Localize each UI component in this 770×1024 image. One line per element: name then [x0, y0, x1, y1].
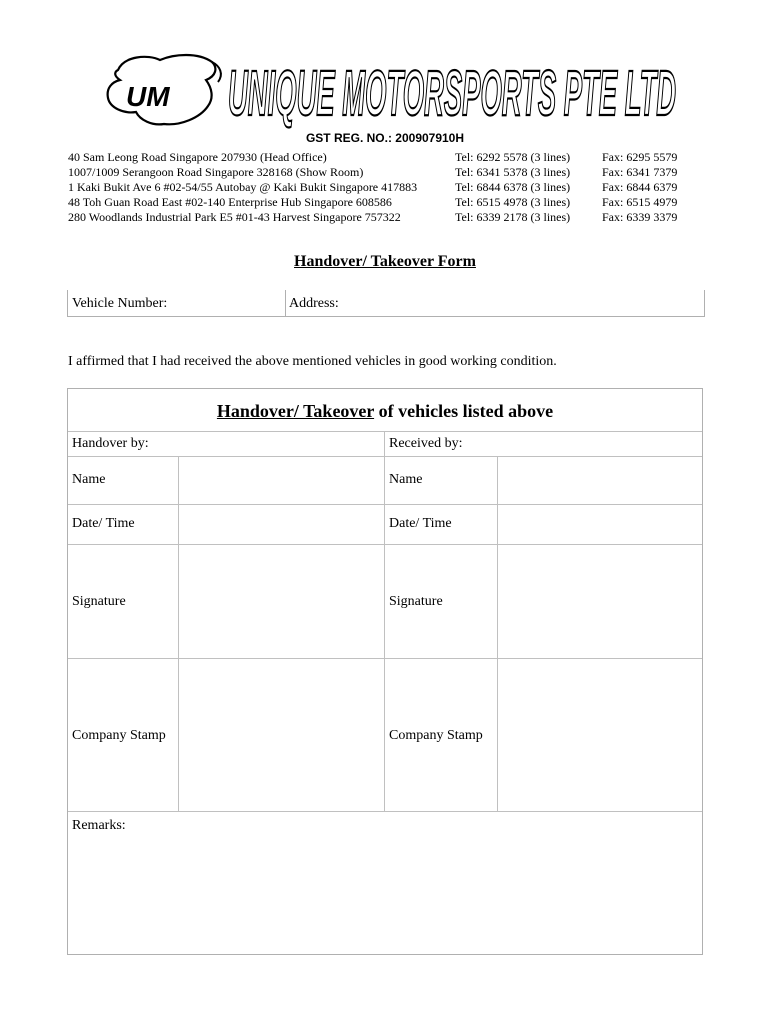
company-logo — [100, 42, 680, 142]
branch-tel: Tel: 6341 5378 (3 lines) — [455, 165, 571, 179]
address-field[interactable]: Address: — [289, 296, 339, 311]
handover-date-time-field[interactable] — [179, 505, 384, 544]
branch-address: 48 Toh Guan Road East #02-140 Enterprise Hub Singapore 608586 — [68, 195, 392, 209]
received-name-label: Name — [389, 472, 423, 487]
branch-tel: Tel: 6339 2178 (3 lines) — [455, 210, 571, 224]
vehicle-number-field[interactable]: Vehicle Number: — [72, 296, 168, 311]
branch-fax: Fax: 6339 3379 — [602, 210, 678, 224]
gst-registration: GST REG. NO.: 200907910H — [305, 131, 465, 145]
received-company-stamp-field[interactable] — [498, 659, 702, 811]
branch-tel: Tel: 6844 6378 (3 lines) — [455, 180, 571, 194]
branch-fax: Fax: 6295 5579 — [602, 150, 678, 164]
affirmation-statement: I affirmed that I had received the above mentioned vehicles in good working condition. — [68, 354, 557, 369]
handover-company-stamp-label: Company Stamp — [72, 728, 166, 743]
received-date-time-label: Date/ Time — [389, 516, 452, 531]
handover-company-stamp-field[interactable] — [179, 659, 384, 811]
table-title-rest: of vehicles listed above — [374, 401, 554, 421]
handover-signature-field[interactable] — [179, 545, 384, 658]
branch-address: 1007/1009 Serangoon Road Singapore 328168 (Show Room) — [68, 165, 364, 179]
remarks-label: Remarks: — [72, 818, 126, 833]
handover-by-label: Handover by: — [72, 436, 149, 451]
cell-divider — [285, 290, 286, 316]
form-title: Handover/ Takeover Form — [294, 253, 476, 270]
branch-fax: Fax: 6341 7379 — [602, 165, 678, 179]
branch-tel: Tel: 6292 5578 (3 lines) — [455, 150, 571, 164]
remarks-field[interactable] — [68, 812, 702, 954]
logo-initials: UM — [126, 81, 170, 112]
handover-name-field[interactable] — [179, 457, 384, 504]
branch-tel: Tel: 6515 4978 (3 lines) — [455, 195, 571, 209]
branch-address: 280 Woodlands Industrial Park E5 #01-43 Harvest Singapore 757322 — [68, 210, 401, 224]
received-signature-field[interactable] — [498, 545, 702, 658]
handover-name-label: Name — [72, 472, 106, 487]
received-company-stamp-label: Company Stamp — [389, 728, 483, 743]
row-divider — [68, 431, 702, 432]
handover-signature-label: Signature — [72, 594, 126, 609]
branch-address: 1 Kaki Bukit Ave 6 #02-54/55 Autobay @ Kaki Bukit Singapore 417883 — [68, 180, 418, 194]
branch-address: 40 Sam Leong Road Singapore 207930 (Head Office) — [68, 150, 327, 164]
received-date-time-field[interactable] — [498, 505, 702, 544]
branch-fax: Fax: 6844 6379 — [602, 180, 678, 194]
handover-table — [67, 388, 703, 955]
vehicle-address-row — [67, 290, 705, 317]
handover-date-time-label: Date/ Time — [72, 516, 135, 531]
table-title — [68, 401, 702, 422]
company-name: UNIQUE MOTORSPORTS PTE LTD — [228, 57, 676, 129]
table-title-underlined: Handover/ Takeover — [216, 401, 375, 421]
column-divider — [384, 431, 385, 811]
received-by-label: Received by: — [389, 436, 463, 451]
received-name-field[interactable] — [498, 457, 702, 504]
branch-fax: Fax: 6515 4979 — [602, 195, 678, 209]
received-signature-label: Signature — [389, 594, 443, 609]
